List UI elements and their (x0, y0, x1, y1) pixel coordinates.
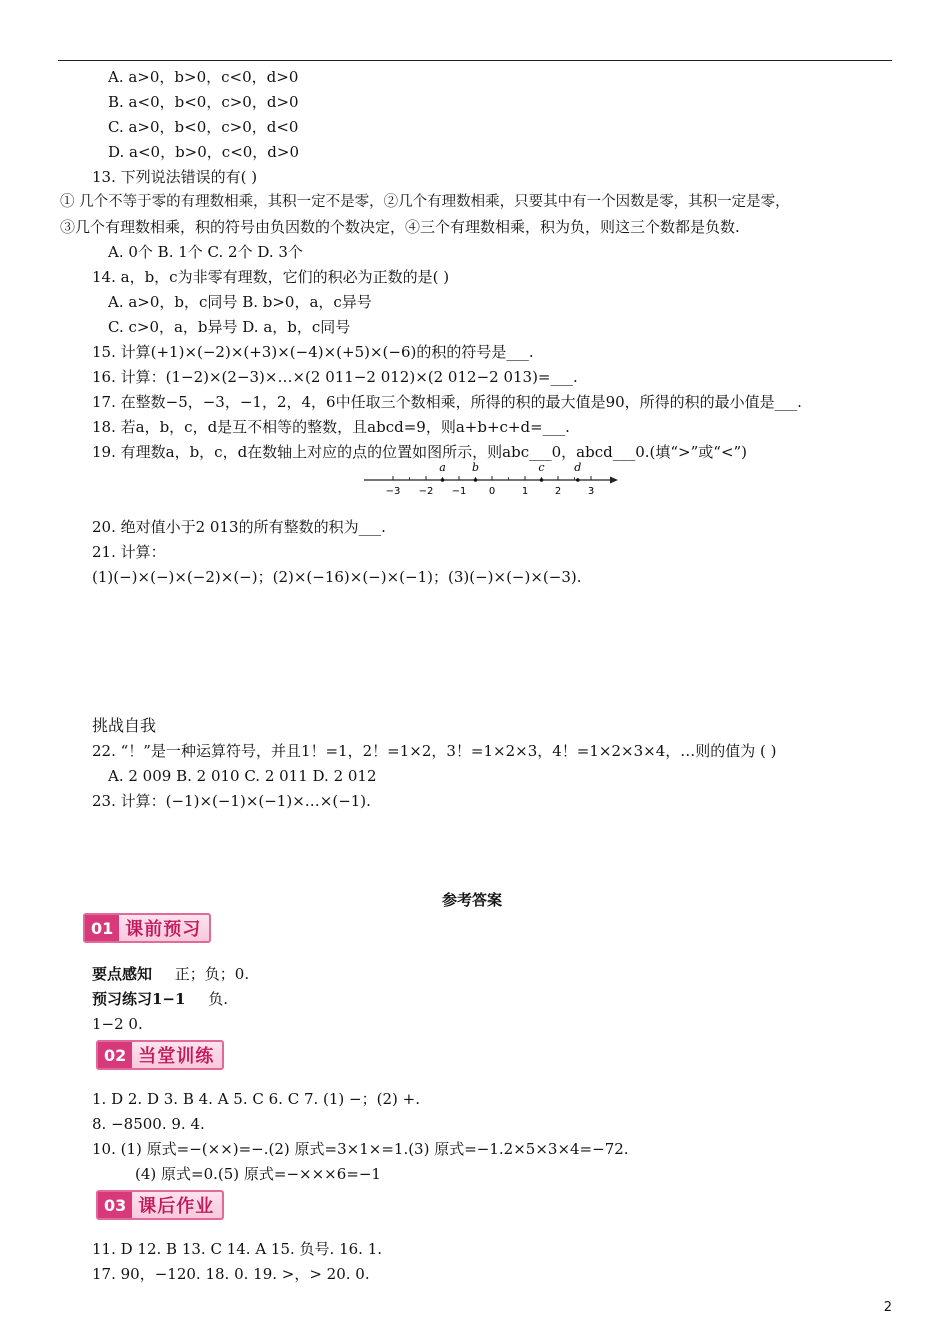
number-line-point (540, 478, 544, 482)
q13-options: A. 0个 B. 1个 C. 2个 D. 3个 (108, 243, 303, 261)
section-number: 03 (98, 1192, 132, 1218)
number-line-tick-label: −3 (385, 486, 401, 497)
answer-10-part1: 10. (1) 原式=−(××)=−.(2) 原式=3×1×=1.(3) 原式=−1.2×5×3×4=−72. (92, 1140, 629, 1158)
key-points-label: 要点感知 (92, 965, 153, 983)
number-line-figure (360, 460, 622, 500)
q22-stem: 22. “！”是一种运算符号，并且1！=1，2！=1×2，3！=1×2×3，4！=1×2×3×4，…则的值为 ( ) (92, 742, 777, 760)
number-line-point (474, 478, 478, 482)
q23: 23. 计算：(−1)×(−1)×(−1)×…×(−1). (92, 792, 371, 810)
number-line-point (576, 478, 580, 482)
practice-answer: 负. (208, 990, 229, 1008)
q16: 16. 计算：(1−2)×(2−3)×…×(2 011−2 012)×(2 012−2 013)=___. (92, 368, 578, 386)
q14-options-ab: A. a>0，b，c同号 B. b>0，a，c异号 (108, 293, 372, 311)
q12-option-c: C. a>0，b<0，c>0，d<0 (108, 118, 299, 136)
number-line-point-label: c (538, 461, 545, 474)
q12-option-d: D. a<0，b>0，c<0，d>0 (108, 143, 300, 161)
section-badge-03 (96, 1190, 224, 1220)
q12-option-b: B. a<0，b<0，c>0，d>0 (108, 93, 299, 111)
answer-10-part2: (4) 原式=0.(5) 原式=−×××6=−1 (135, 1165, 381, 1183)
q13-statements-2: ③几个有理数相乘，积的符号由负因数的个数决定，④三个有理数相乘，积为负，则这三个数都是负数. (60, 218, 740, 236)
key-points-line (92, 963, 249, 985)
number-line-point (441, 478, 445, 482)
q14-options-cd: C. c>0，a，b异号 D. a，b，c同号 (108, 318, 351, 336)
challenge-heading: 挑战自我 (92, 716, 157, 735)
key-points-answer: 正；负；0. (174, 965, 250, 983)
q13-stem: 13. 下列说法错误的有( ) (92, 168, 258, 186)
section-number: 01 (85, 915, 119, 941)
number-line-tick-label: 0 (488, 486, 496, 497)
section-title: 当堂训练 (138, 1046, 215, 1067)
q15: 15. 计算(+1)×(−2)×(+3)×(−4)×(+5)×(−6)的积的符号是___. (92, 343, 534, 361)
q19: 19. 有理数a，b，c，d在数轴上对应的点的位置如图所示，则abc___0，abcd___0.(填“>”或“<”) (92, 443, 748, 461)
section-number: 02 (98, 1042, 132, 1068)
q21-expressions: (1)(−)×(−)×(−2)×(−)；(2)×(−16)×(−)×(−1)；(3)(−)×(−)×(−3). (92, 568, 582, 586)
q17: 17. 在整数−5，−3，−1，2，4，6中任取三个数相乘，所得的积的最大值是90，所得的积的最小值是___. (92, 393, 802, 411)
number-line-tick-label: −2 (418, 486, 434, 497)
number-line-tick-label: −1 (451, 486, 467, 497)
practice-line (92, 988, 228, 1010)
q21-stem: 21. 计算： (92, 543, 166, 561)
answers-11-16: 11. D 12. B 13. C 14. A 15. 负号. 16. 1. (92, 1240, 383, 1258)
answers-1-7: 1. D 2. D 3. B 4. A 5. C 6. C 7. (1) −；(2) +. (92, 1090, 420, 1108)
number-line-point-label: a (439, 461, 446, 474)
number-line-arrow (610, 477, 618, 484)
top-rule (58, 60, 892, 61)
q13-statements-1: ① 几个不等于零的有理数相乘，其积一定不是零，②几个有理数相乘，只要其中有一个因数是零，其积一定是零， (60, 194, 790, 210)
number-line-tick-label: 3 (587, 486, 595, 497)
practice-line-2: 1−2 0. (92, 1015, 143, 1033)
section-badge-02 (96, 1040, 224, 1070)
page-number: 2 (883, 1300, 892, 1315)
q18: 18. 若a，b，c，d是互不相等的整数，且abcd=9，则a+b+c+d=___. (92, 418, 570, 436)
answers-8-9: 8. −8500. 9. 4. (92, 1115, 205, 1133)
q14-stem: 14. a，b，c为非零有理数，它们的积必为正数的是( ) (92, 268, 450, 286)
q12-option-a: A. a>0，b>0，c<0，d>0 (108, 68, 299, 86)
number-line-points (439, 461, 581, 482)
section-badge-01 (83, 913, 211, 943)
q20: 20. 绝对值小于2 013的所有整数的积为___. (92, 518, 386, 536)
number-line-ticks (386, 476, 595, 497)
number-line-point-label: d (574, 461, 582, 474)
answers-title: 参考答案 (442, 891, 503, 909)
number-line-tick-label: 1 (521, 486, 529, 497)
section-title: 课后作业 (138, 1196, 215, 1217)
section-title: 课前预习 (125, 919, 202, 940)
answers-17-20: 17. 90，−120. 18. 0. 19. >，> 20. 0. (92, 1265, 370, 1283)
number-line-point-label: b (471, 461, 480, 474)
q22-options: A. 2 009 B. 2 010 C. 2 011 D. 2 012 (108, 767, 377, 785)
practice-label: 预习练习1−1 (92, 990, 186, 1008)
number-line-tick-label: 2 (554, 486, 562, 497)
